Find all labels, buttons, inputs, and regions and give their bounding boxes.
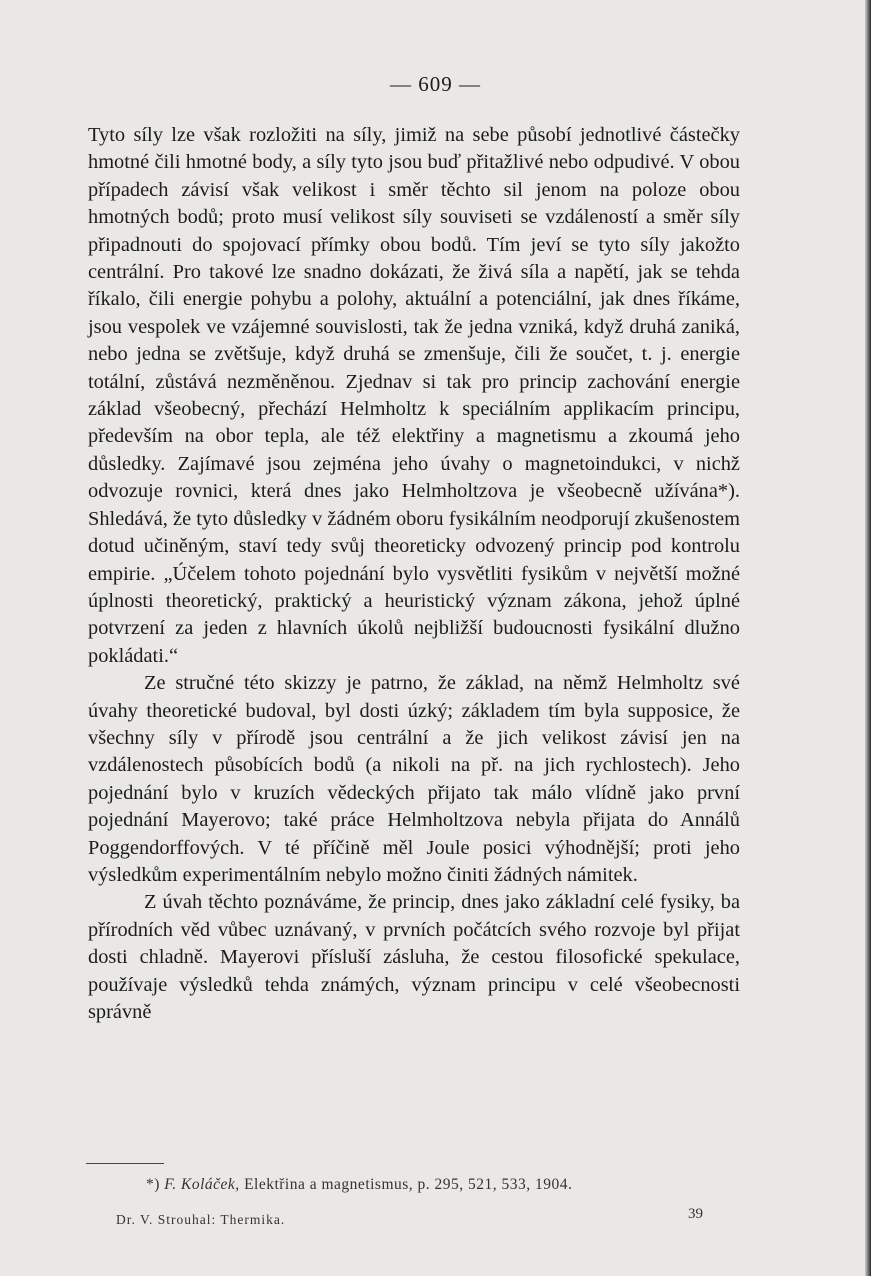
page-number: — 609 — xyxy=(390,72,481,96)
footnote-author: F. Koláček, xyxy=(164,1176,240,1193)
footnote-divider xyxy=(86,1163,164,1164)
paragraph-2: Ze stručné této skizzy je patrno, že základ, na němž Helmholtz své úvahy theoretické budoval, byl dosti úzký; základem tím byla supposice, že všechny síly v přírodě jsou centrální a že jich velikost závisí jen na vzdálenostech působících bodů (a nikoli na př. na jich rychlostech). Jeho pojednání bylo v kruzích vědeckých přijato tak málo vlídně jako první pojednání Mayerovo; také práce Helmholtzova nebyla přijata do Annálů Poggendorffových. V té příčině měl Joule posici výhodnější; proti jeho výsledkům experimentálním nebylo možno činiti žádných námitek. xyxy=(88,672,740,886)
footnote xyxy=(146,1176,572,1194)
footnote-marker: *) xyxy=(146,1176,160,1193)
paragraph-1: Tyto síly lze však rozložiti na síly, jimiž na sebe působí jednotlivé částečky hmotné čili hmotné body, a síly tyto jsou buď přitažlivé nebo odpudivé. V obou případech závisí však velikost i směr těchto sil jenom na poloze obou hmotných bodů; proto musí velikost síly souviseti se vzdáleností a směr síly připadnouti do spojovací přímky obou bodů. Tím jeví se tyto síly jakožto centrální. Pro takové lze snadno dokázati, že živá síla a napětí, jak se tehda říkalo, čili energie pohybu a polohy, aktuální a potenciální, jak dnes říkáme, jsou vespolek ve vzájemné souvislosti, tak že jedna vzniká, když druhá zaniká, nebo jedna se zvětšuje, když druhá se zmenšuje, čili že součet, t. j. energie totální, zůstává nezměněnou. Zjednav si tak pro princip zachování energie základ všeobecný, přechází Helmholtz k speciálním applikacím principu, především na obor tepla, ale též elektřiny a magnetismu a zkoumá jeho důsledky. Zajímavé jsou zejména jeho úvahy o magnetoindukci, v nichž odvozuje rovnici, která dnes jako Helmholtzova je všeobecně užívána*). Shledává, že tyto důsledky v žádném oboru fysikálním neodporují zkušenostem dotud učiněným, staví tedy svůj theoreticky odvozený princip pod kontrolu empirie. „Účelem tohoto pojednání bylo vysvětliti fysikům v největší možné úplnosti theoretický, praktický a heuristický význam zákona, jehož úplné potvrzení za jeden z hlavních úkolů nejbližší budoucnosti fysikální dlužno pokládati.“ xyxy=(88,124,740,667)
page-edge xyxy=(865,0,871,1276)
sheet-number: 39 xyxy=(688,1206,703,1222)
footnote-text: Elektřina a magnetismus, p. 295, 521, 533, 1904. xyxy=(244,1176,573,1193)
paragraph-3: Z úvah těchto poznáváme, že princip, dnes jako základní celé fysiky, ba přírodních věd vůbec uznávaný, v prvních počátcích svého rozvoje byl přijat dosti chladně. Mayerovi přísluší zásluha, že cestou filosofické spekulace, používaje výsledků tehda známých, význam principu v celé všeobecnosti správně xyxy=(88,891,740,1023)
signature-line: Dr. V. Strouhal: Thermika. xyxy=(116,1212,286,1227)
body-text xyxy=(88,122,740,1026)
